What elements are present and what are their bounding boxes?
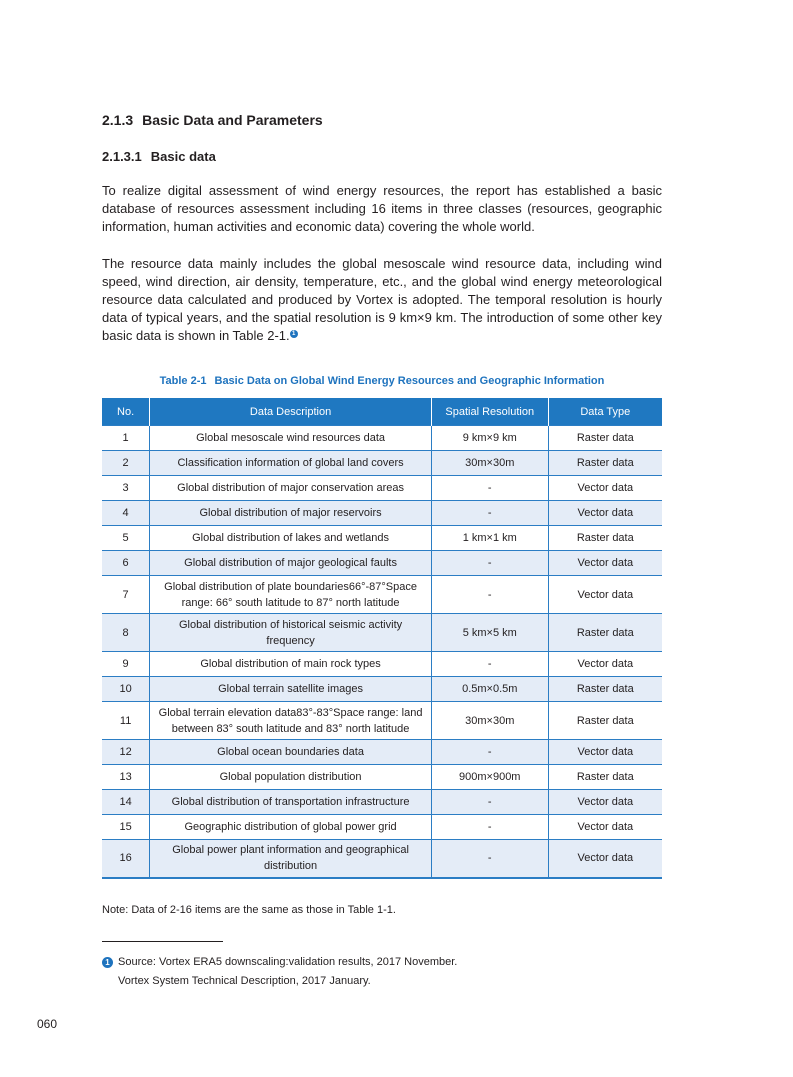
- paragraph-intro: To realize digital assessment of wind energy resources, the report has established a basic database of resources assessment including 16 items in three classes (resources, geographic information, human activities and economic data) covering the whole world.: [102, 183, 662, 234]
- subsection-heading: [102, 149, 216, 164]
- header-description: Data Description: [150, 398, 432, 426]
- cell-resolution: -: [431, 740, 548, 765]
- cell-resolution: -: [431, 840, 548, 878]
- cell-description: Global distribution of plate boundaries66°-87°Space range: 66° south latitude to 87° north latitude: [150, 576, 432, 614]
- cell-type: Vector data: [548, 790, 662, 815]
- section-heading: [102, 112, 323, 128]
- cell-description: Global distribution of major conservation areas: [150, 476, 432, 501]
- cell-type: Raster data: [548, 702, 662, 740]
- footnote: [102, 953, 457, 991]
- cell-description: Global power plant information and geographical distribution: [150, 840, 432, 878]
- cell-resolution: 30m×30m: [431, 451, 548, 476]
- subsection-number: 2.1.3.1: [102, 149, 142, 164]
- cell-description: Global distribution of main rock types: [150, 652, 432, 677]
- table-row: [102, 815, 662, 840]
- cell-no: 11: [102, 702, 150, 740]
- cell-resolution: 1 km×1 km: [431, 526, 548, 551]
- table-note: Note: Data of 2-16 items are the same as those in Table 1-1.: [102, 904, 396, 916]
- footnote-line-2: Vortex System Technical Description, 2017 January.: [118, 975, 371, 987]
- table-row: [102, 614, 662, 652]
- cell-no: 8: [102, 614, 150, 652]
- table-row: [102, 765, 662, 790]
- cell-type: Vector data: [548, 576, 662, 614]
- cell-resolution: 5 km×5 km: [431, 614, 548, 652]
- paragraph-resource-text: The resource data mainly includes the global mesoscale wind resource data, including wind speed, wind direction, air density, temperature, etc., and the global wind energy meteorological resource data calculated and produced by Vortex is adopted. The temporal resolution is hourly data of typical years, and the spatial resolution is 9 km×9 km. The introduction of some other key basic data is shown in Table 2-1.: [102, 256, 662, 343]
- cell-type: Vector data: [548, 740, 662, 765]
- table-row: [102, 526, 662, 551]
- cell-description: Global distribution of major reservoirs: [150, 501, 432, 526]
- footnote-line-1: [102, 953, 457, 972]
- cell-description: Global distribution of historical seismic activity frequency: [150, 614, 432, 652]
- cell-type: Vector data: [548, 551, 662, 576]
- cell-resolution: -: [431, 576, 548, 614]
- cell-type: Vector data: [548, 652, 662, 677]
- cell-no: 4: [102, 501, 150, 526]
- cell-no: 13: [102, 765, 150, 790]
- cell-no: 10: [102, 677, 150, 702]
- cell-no: 16: [102, 840, 150, 878]
- paragraph-resource-data: [102, 255, 662, 345]
- table-row: [102, 790, 662, 815]
- footnote-marker: 1: [102, 957, 113, 968]
- table-caption: [102, 375, 662, 387]
- cell-no: 14: [102, 790, 150, 815]
- cell-type: Raster data: [548, 677, 662, 702]
- cell-description: Global mesoscale wind resources data: [150, 426, 432, 451]
- footnote-source-text: Source: Vortex ERA5 downscaling:validation results, 2017 November.: [118, 956, 458, 968]
- table-row: [102, 476, 662, 501]
- header-type: Data Type: [548, 398, 662, 426]
- cell-resolution: -: [431, 790, 548, 815]
- table-row: [102, 576, 662, 614]
- cell-type: Vector data: [548, 501, 662, 526]
- table-row: [102, 677, 662, 702]
- table-row: [102, 702, 662, 740]
- cell-description: Classification information of global land covers: [150, 451, 432, 476]
- cell-description: Global distribution of transportation infrastructure: [150, 790, 432, 815]
- table-row: [102, 840, 662, 878]
- cell-resolution: 900m×900m: [431, 765, 548, 790]
- cell-no: 1: [102, 426, 150, 451]
- cell-no: 3: [102, 476, 150, 501]
- cell-type: Vector data: [548, 815, 662, 840]
- footnote-reference-marker[interactable]: 1: [290, 330, 298, 338]
- table-row: [102, 501, 662, 526]
- table-row: [102, 551, 662, 576]
- cell-description: Global population distribution: [150, 765, 432, 790]
- cell-resolution: -: [431, 476, 548, 501]
- footnote-divider: [102, 941, 223, 942]
- cell-description: Global distribution of lakes and wetlands: [150, 526, 432, 551]
- cell-type: Raster data: [548, 614, 662, 652]
- cell-description: Global terrain elevation data83°-83°Space range: land between 83° south latitude and 83° north latitude: [150, 702, 432, 740]
- table-caption-number: Table 2-1: [159, 375, 207, 387]
- cell-resolution: -: [431, 551, 548, 576]
- cell-no: 12: [102, 740, 150, 765]
- cell-resolution: 30m×30m: [431, 702, 548, 740]
- table-row: [102, 426, 662, 451]
- cell-description: Geographic distribution of global power grid: [150, 815, 432, 840]
- section-number: 2.1.3: [102, 112, 134, 128]
- table-row: [102, 451, 662, 476]
- cell-no: 5: [102, 526, 150, 551]
- cell-no: 2: [102, 451, 150, 476]
- cell-description: Global terrain satellite images: [150, 677, 432, 702]
- subsection-title: Basic data: [150, 149, 216, 164]
- cell-resolution: -: [431, 815, 548, 840]
- cell-resolution: 9 km×9 km: [431, 426, 548, 451]
- table-row: [102, 652, 662, 677]
- table-header-row: [102, 398, 662, 426]
- cell-type: Vector data: [548, 840, 662, 878]
- table-body: [102, 426, 662, 878]
- cell-type: Vector data: [548, 476, 662, 501]
- cell-description: Global distribution of major geological faults: [150, 551, 432, 576]
- cell-no: 9: [102, 652, 150, 677]
- table-caption-title: Basic Data on Global Wind Energy Resources and Geographic Information: [214, 375, 605, 387]
- header-resolution: Spatial Resolution: [431, 398, 548, 426]
- table-row: [102, 740, 662, 765]
- cell-type: Raster data: [548, 451, 662, 476]
- cell-resolution: 0.5m×0.5m: [431, 677, 548, 702]
- cell-type: Raster data: [548, 526, 662, 551]
- cell-type: Raster data: [548, 426, 662, 451]
- cell-resolution: -: [431, 501, 548, 526]
- cell-resolution: -: [431, 652, 548, 677]
- header-no: No.: [102, 398, 150, 426]
- cell-no: 7: [102, 576, 150, 614]
- cell-type: Raster data: [548, 765, 662, 790]
- cell-no: 15: [102, 815, 150, 840]
- cell-no: 6: [102, 551, 150, 576]
- section-title: Basic Data and Parameters: [142, 112, 323, 128]
- cell-description: Global ocean boundaries data: [150, 740, 432, 765]
- page-number: 060: [37, 1017, 58, 1031]
- basic-data-table: [102, 398, 662, 879]
